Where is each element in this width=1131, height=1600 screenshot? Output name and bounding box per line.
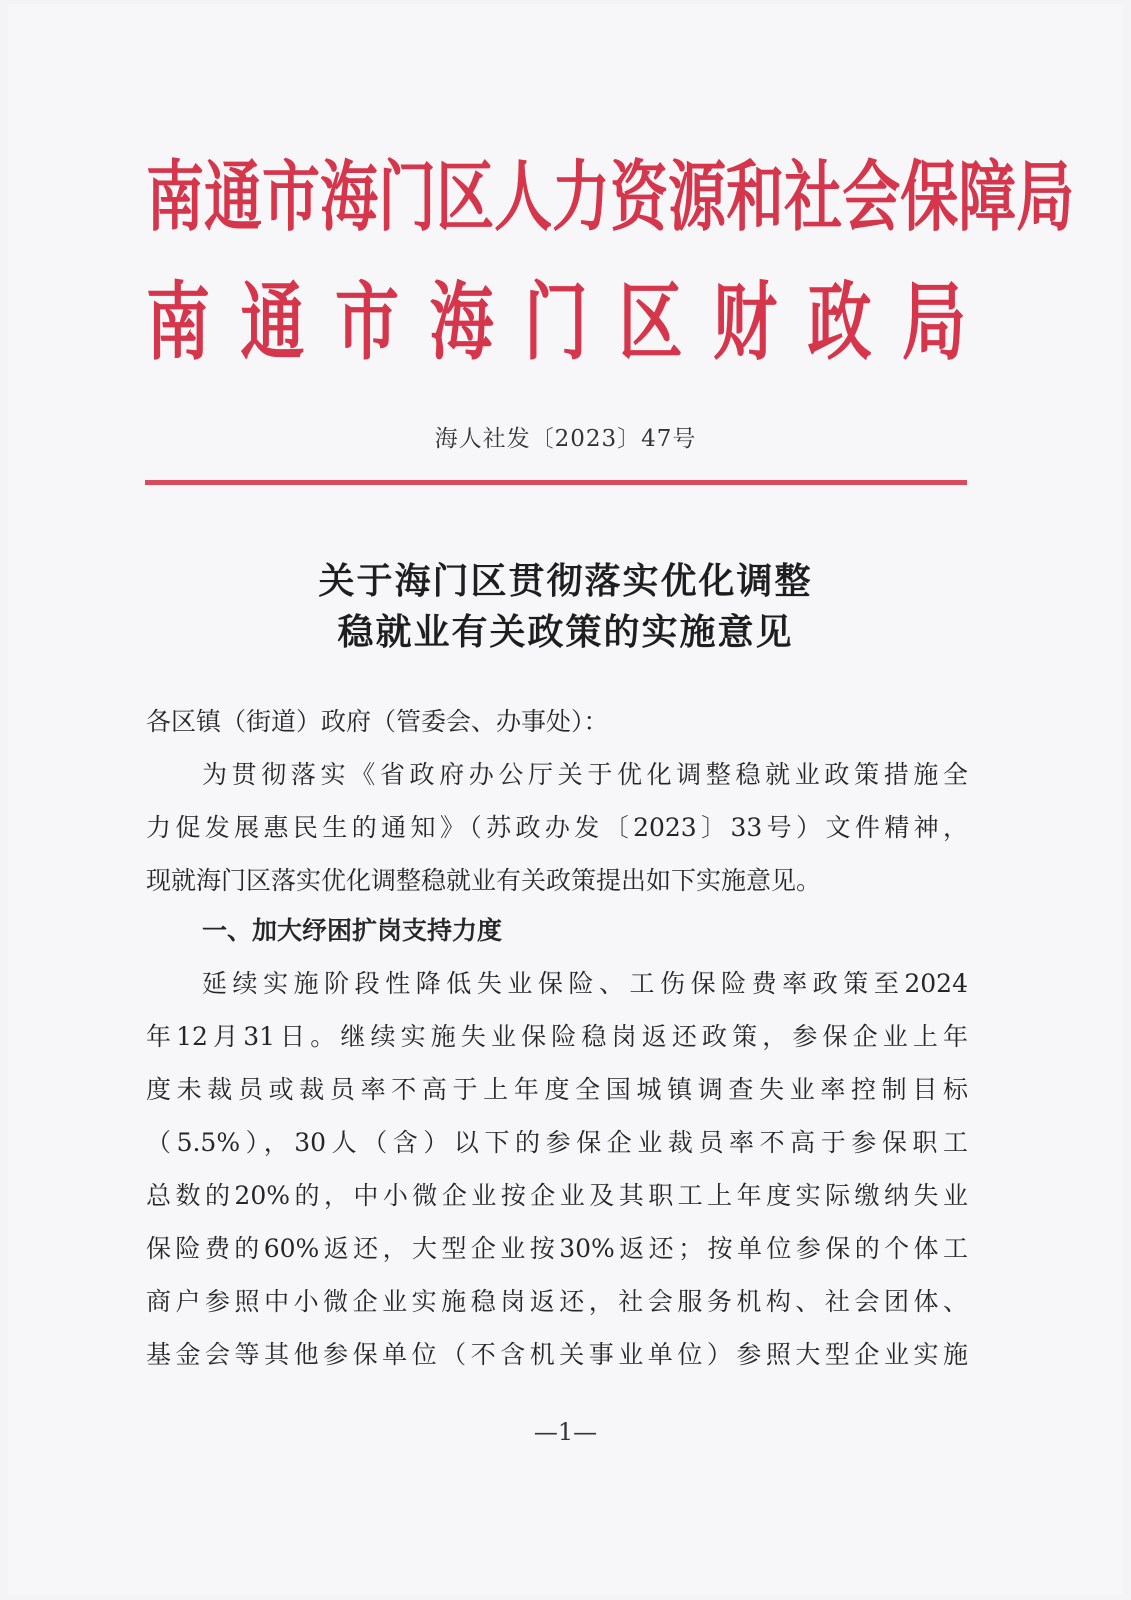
letterhead-character: 通	[204, 152, 263, 242]
paragraph-1-line: 现就海门区落实优化调整稳就业有关政策提出如下实施意见。	[146, 866, 822, 895]
letterhead-character: 南	[146, 273, 210, 373]
paragraph-2-line: 度未裁员或裁员率不高于上年度全国城镇调查失业率控制目标	[146, 1075, 968, 1104]
letterhead-character: 资	[610, 152, 669, 242]
paragraph-2-line: 基金会等其他参保单位（不含机关事业单位）参照大型企业实施	[146, 1340, 968, 1369]
letterhead-character: 门	[378, 152, 437, 242]
letterhead-character: 社	[784, 152, 843, 242]
letterhead-character: 力	[552, 152, 611, 242]
paragraph-2-line: 总数的20%的，中小微企业按企业及其职工上年度实际缴纳失业	[146, 1181, 968, 1210]
document-title-line-2: 稳就业有关政策的实施意见	[337, 611, 794, 653]
paragraph-2-line: 延续实施阶段性降低失业保险、工伤保险费率政策至2024	[202, 969, 968, 998]
letterhead-character: 和	[726, 152, 785, 242]
paragraph-2-line: （5.5%），30人（含）以下的参保企业裁员率不高于参保职工	[146, 1128, 968, 1157]
letterhead-character: 会	[842, 152, 901, 242]
letterhead-character: 南	[146, 152, 205, 242]
letterhead-character: 门	[524, 273, 588, 373]
salutation: 各区镇（街道）政府（管委会、办事处）：	[146, 707, 609, 736]
document-number: 海人社发〔2023〕47号	[434, 426, 697, 452]
letterhead-character: 市	[335, 273, 399, 373]
paragraph-1-line: 力促发展惠民生的通知》（苏政办发〔2023〕33号）文件精神，	[146, 813, 968, 842]
red-separator-line	[145, 480, 967, 485]
letterhead-character: 源	[668, 152, 727, 242]
letterhead-character: 障	[958, 152, 1017, 242]
letterhead-character: 通	[240, 273, 305, 373]
letterhead-character: 政	[807, 273, 872, 373]
paragraph-2-line: 商户参照中小微企业实施稳岗返还，社会服务机构、社会团体、	[146, 1287, 968, 1316]
issuing-agency-hrss	[146, 152, 1075, 242]
letterhead-character: 局	[902, 273, 966, 373]
letterhead-character: 区	[436, 152, 495, 242]
letterhead-character: 区	[618, 273, 683, 373]
letterhead-character: 人	[494, 152, 553, 242]
paragraph-2-line: 保险费的60%返还，大型企业按30%返还；按单位参保的个体工	[146, 1234, 968, 1263]
page-number: —1—	[533, 1418, 598, 1446]
letterhead-character: 市	[262, 152, 321, 242]
letterhead-character: 财	[713, 273, 777, 373]
letterhead-character: 海	[320, 152, 379, 242]
issuing-agency-finance	[146, 273, 966, 373]
document-title-line-1: 关于海门区贯彻落实优化调整	[318, 560, 813, 602]
letterhead-character: 保	[900, 152, 959, 242]
section-heading: 一、加大纾困扩岗支持力度	[202, 916, 503, 945]
letterhead-character: 海	[429, 273, 494, 373]
letterhead-character: 局	[1016, 152, 1075, 242]
paragraph-1-line: 为贯彻落实《省政府办公厅关于优化调整稳就业政策措施全	[202, 760, 968, 789]
paragraph-2-line: 年12月31日。继续实施失业保险稳岗返还政策，参保企业上年	[146, 1022, 968, 1051]
